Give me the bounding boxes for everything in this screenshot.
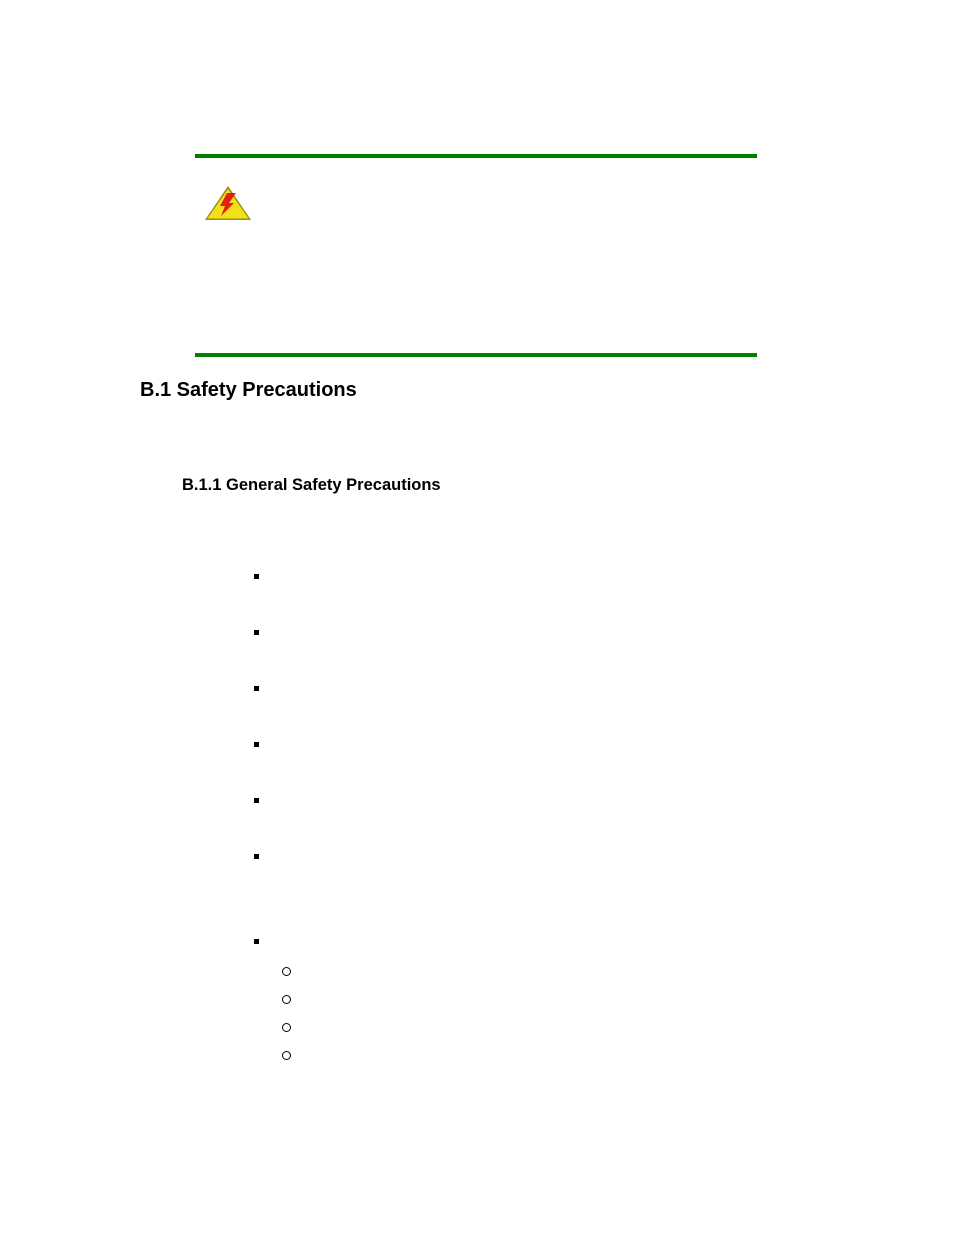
square-bullet-icon — [254, 574, 259, 579]
warning-box-bottom-rule — [195, 353, 757, 357]
hollow-circle-bullet-icon — [282, 967, 291, 976]
hollow-circle-bullet-icon — [282, 1023, 291, 1032]
section-heading: B.1 Safety Precautions — [140, 379, 357, 401]
warning-box-top-rule — [195, 154, 757, 158]
square-bullet-icon — [254, 630, 259, 635]
square-bullet-icon — [254, 686, 259, 691]
hollow-circle-bullet-icon — [282, 995, 291, 1004]
square-bullet-icon — [254, 854, 259, 859]
hollow-circle-bullet-icon — [282, 1051, 291, 1060]
square-bullet-icon — [254, 939, 259, 944]
warning-triangle-icon — [203, 183, 253, 223]
square-bullet-icon — [254, 798, 259, 803]
square-bullet-icon — [254, 742, 259, 747]
subsection-heading: B.1.1 General Safety Precautions — [182, 476, 441, 494]
